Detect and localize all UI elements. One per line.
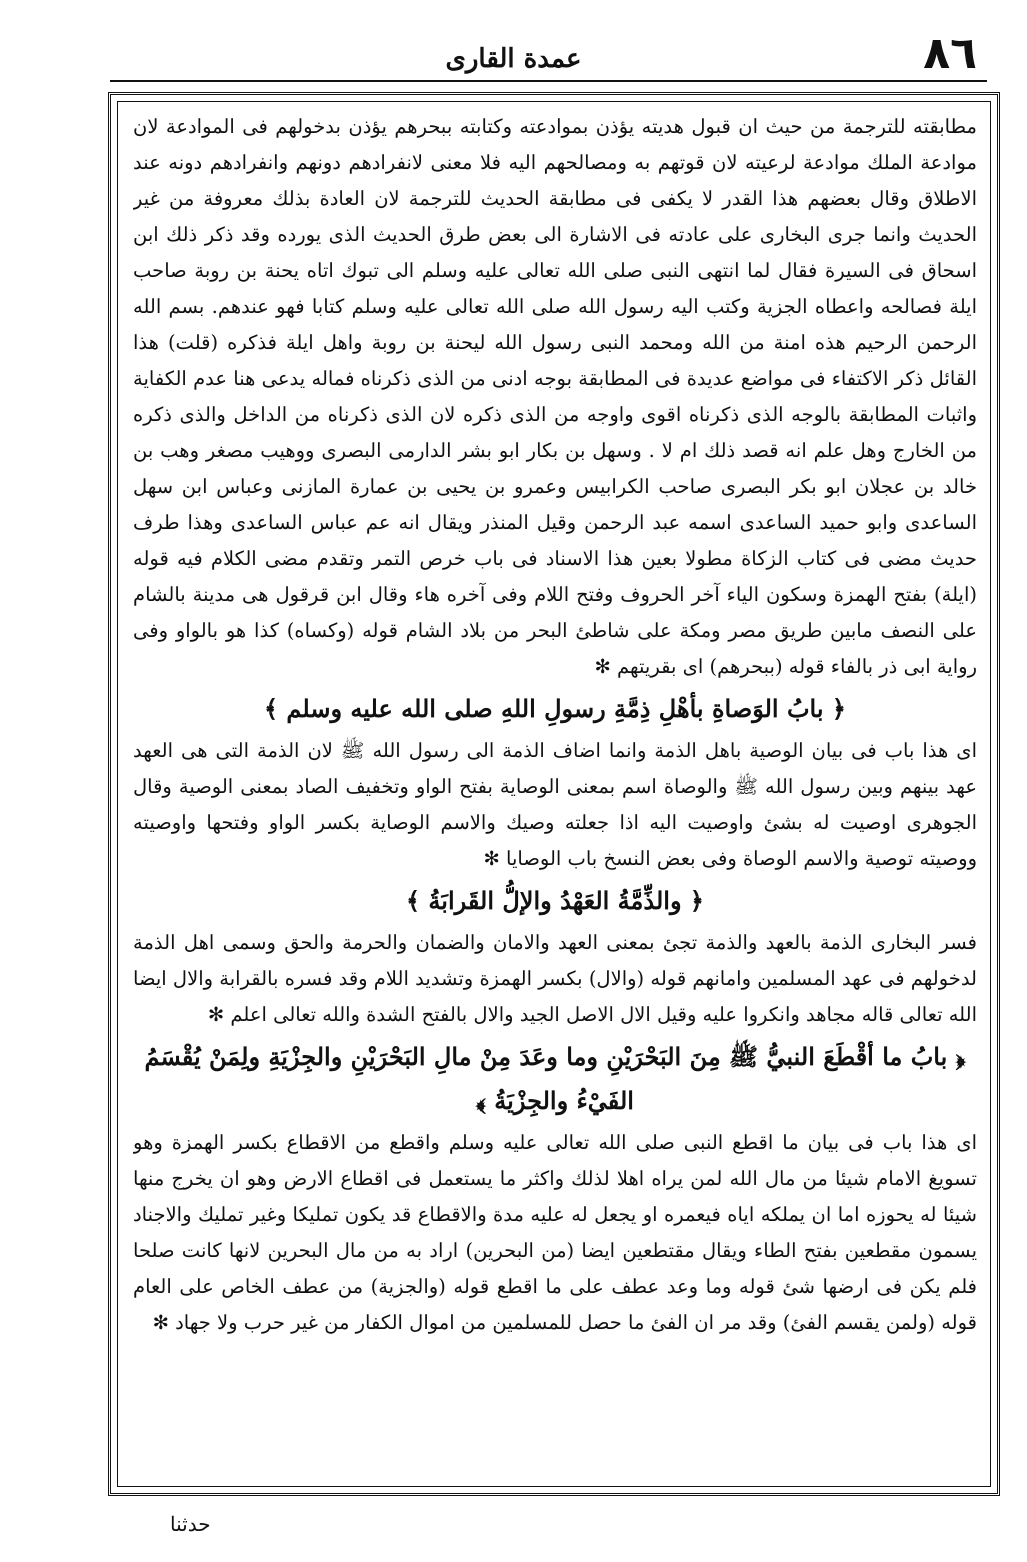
footer-catchword: حدثنا — [170, 1512, 211, 1536]
text-frame — [108, 92, 1000, 1496]
paragraph-commentary-4: اى هذا باب فى بيان ما اقطع النبى صلى الله تعالى عليه وسلم واقطع من الاقطاع بكسر الهمزة وهو تسويغ الامام شيئا من مال الله لمن يراه اهلا لذلك واكثر ما يستعمل فى اقطاع الارض وهو ان يخرج منها شيئا له يحوزه اما ان يملكه اياه فيعمره او يجعل له عليه مدة والاقطاع قد يكون تمليكا وغير تمليك والاجناد يسمون مقطعين بفتح الطاء ويقال مقتطعين ايضا (من البحرين) اراد به من مال البحرين لانها كانت صلحا فلم يكن فى ارضها شئ قوله وما وعد عطف على ما اقطع قوله (والجزية) من عطف الخاص على العام قوله (ولمن يقسم الفئ) وقد مر ان الفئ ما حصل للمسلمين من اموال الكفار من غير حرب ولا جهاد ✻ — [133, 1131, 977, 1334]
header-rule — [110, 80, 987, 82]
page-number: ٨٦ — [923, 28, 977, 79]
chapter-heading-dhimma: ﴿ والذِّمَّةُ العَهْدُ والإلُّ القَرابَةُ ﴾ — [406, 886, 704, 915]
chapter-heading-bahrain: ﴿ بابُ ما أقْطَعَ النبيُّ ﷺ مِنَ البَحْرَيْنِ وما وعَدَ مِنْ مالِ البَحْرَيْنِ والجِزْيَةِ ولِمَنْ يُقْسَمُ الفَيْءُ والجِزْيَةُ ﴾ — [144, 1042, 966, 1115]
paragraph-commentary-1: مطابقته للترجمة من حيث ان قبول هديته يؤذن بموادعته وكتابته ببحرهم يؤذن بدخولهم فى الموادعة لان موادعة الملك موادعة لرعيته لان قوتهم به ومصالحهم اليه فلا معنى لانفرادهم دونهم وانفرادهم دونه عند الاطلاق وقال بعضهم هذا القدر لا يكفى فى مطابقة الحديث للترجمة لان العادة بذلك معروفة من غير الحديث وانما جرى البخارى على عادته فى الاشارة الى بعض طرق الحديث الذى يورده وقد ذكر ذلك ابن اسحاق فى السيرة فقال لما انتهى النبى صلى الله تعالى عليه وسلم الى تبوك اتاه يحنة بن روبة صاحب ايلة فصالحه واعطاه الجزية وكتب اليه رسول الله صلى الله تعالى عليه وسلم كتابا فهو عندهم. بسم الله الرحمن الرحيم هذه امنة من الله ومحمد النبى رسول الله ليحنة بن روبة واهل ايلة فذكره (قلت) هذا القائل ذكر الاكتفاء فى مواضع عديدة فى المطابقة بوجه ادنى من الذى ذكرناه فماله يدعى هنا عدم الكفاية واثبات المطابقة بالوجه الذى ذكرناه اقوى واوجه من الذى ذكره لان الذى ذكرناه من الداخل والذى ذكره من الخارج وهل علم انه قصد ذلك ام لا . وسهل بن بكار ابو بشر الدارمى البصرى ووهيب مصغر وهب بن خالد بن عجلان ابو بكر البصرى صاحب الكرابيس وعمرو بن يحيى بن عمارة المازنى وعباس ابن سهل الساعدى وابو حميد الساعدى اسمه عبد الرحمن وقيل المنذر ويقال انه عم عباس الساعدى وهذا طرف حديث مضى فى كتاب الزكاة مطولا بعين هذا الاسناد فى باب خرص التمر وتقدم مضى الكلام فيه قوله (ايلة) بفتح الهمزة وسكون الياء آخر الحروف وفتح اللام وفى آخره هاء وقال ابن قرقول هى مدينة بالشام على النصف مابين طريق مصر ومكة على شاطئ البحر من بلاد الشام قوله (وكساه) كذا هو بالواو وفى رواية ابى ذر بالفاء قوله (ببحرهم) اى بقريتهم ✻ — [133, 115, 977, 678]
running-title: عمدة القارى — [445, 44, 582, 74]
page-header — [0, 0, 1027, 80]
paragraph-commentary-2: اى هذا باب فى بيان الوصية باهل الذمة وانما اضاف الذمة الى رسول الله ﷺ لان الذمة التى هى العهد عهد بينهم وبين رسول الله ﷺ والوصاة اسم بمعنى الوصاية بفتح الواو وتخفيف الصاد بمعنى الوصية وقال الجوهرى اوصيت له بشئ واوصيت اليه اذا جعلته وصيك والاسم الوصاية بكسر الواو وفتحها واوصيته ووصيته توصية والاسم الوصاة وفى بعض النسخ باب الوصايا ✻ — [133, 739, 977, 870]
page-body — [133, 109, 977, 1479]
chapter-heading-wasat: ﴿ بابُ الوَصاةِ بأهْلِ ذِمَّةِ رسولِ اللهِ صلى الله عليه وسلم ﴾ — [264, 694, 846, 723]
paragraph-commentary-3: فسر البخارى الذمة بالعهد والذمة تجئ بمعنى العهد والامان والضمان والحرمة والحق وسمى اهل الذمة لدخولهم فى عهد المسلمين وامانهم قوله (والال) بكسر الهمزة وتشديد اللام وقد فسره بالقرابة والال ايضا الله تعالى قاله مجاهد وانكروا عليه وقيل الال الاصل الجيد والال بالفتح الشدة والله تعالى اعلم ✻ — [133, 931, 977, 1026]
